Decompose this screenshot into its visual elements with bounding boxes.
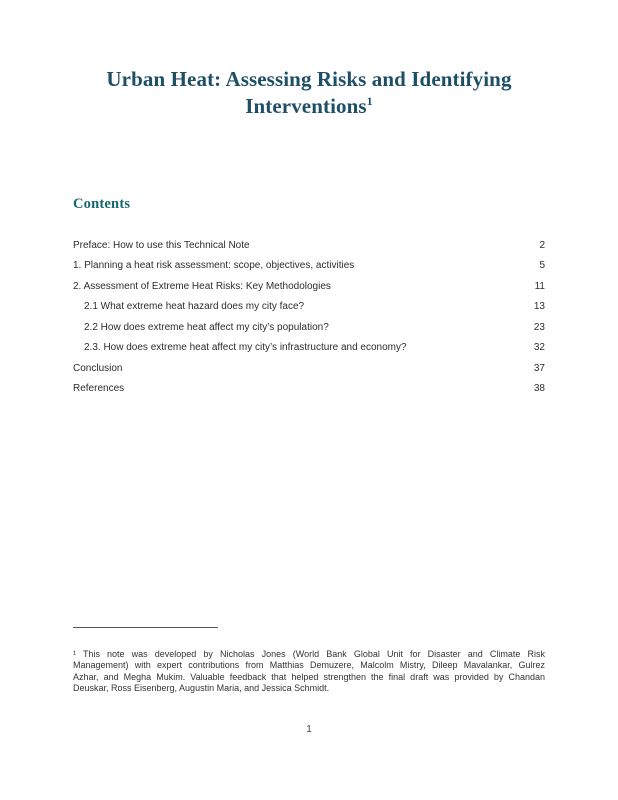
footnote-line: Deuskar, Ross Eisenberg, Augustin Maria, and Jessica Schmidt. bbox=[73, 682, 330, 693]
table-of-contents bbox=[73, 235, 545, 399]
toc-item-label: 2.1 What extreme heat hazard does my city face? bbox=[84, 301, 305, 313]
footnote-separator-rule bbox=[73, 627, 218, 628]
toc-item-page: 5 bbox=[539, 260, 545, 272]
toc-item-page: 2 bbox=[539, 239, 545, 251]
document-title-line1: Urban Heat: Assessing Risks and Identifying bbox=[106, 67, 512, 91]
footnote-line: Management) with expert contributions from Matthias Demuzere, Malcolm Mistry, Dileep Mavalankar, Gulrez bbox=[73, 660, 545, 671]
toc-item-label: 1. Planning a heat risk assessment: scope, objectives, activities bbox=[73, 260, 355, 272]
toc-item-assessment[interactable] bbox=[73, 276, 545, 297]
document-title-line2-text: Interventions bbox=[245, 94, 367, 118]
toc-item-label: 2. Assessment of Extreme Heat Risks: Key Methodologies bbox=[73, 280, 331, 292]
toc-item-page: 11 bbox=[534, 280, 545, 292]
toc-item-references[interactable] bbox=[73, 379, 545, 400]
footnote bbox=[73, 649, 545, 694]
toc-item-preface[interactable] bbox=[73, 235, 545, 256]
footnote-reference-marker: 1 bbox=[366, 94, 373, 108]
document-title-line2 bbox=[40, 93, 578, 120]
toc-item-label: 2.3. How does extreme heat affect my city’s infrastructure and economy? bbox=[84, 342, 407, 354]
toc-item-page: 32 bbox=[533, 342, 545, 354]
toc-item-label: Preface: How to use this Technical Note bbox=[73, 239, 250, 251]
toc-item-hazard[interactable] bbox=[73, 297, 545, 318]
toc-item-conclusion[interactable] bbox=[73, 358, 545, 379]
toc-item-infrastructure[interactable] bbox=[73, 338, 545, 359]
toc-item-page: 23 bbox=[533, 321, 545, 333]
toc-item-label: Conclusion bbox=[73, 362, 123, 374]
document-title bbox=[40, 66, 578, 120]
toc-item-page: 37 bbox=[533, 362, 545, 374]
toc-item-page: 38 bbox=[533, 383, 545, 395]
toc-item-planning[interactable] bbox=[73, 256, 545, 277]
page-number: 1 bbox=[306, 724, 312, 735]
contents-heading: Contents bbox=[73, 196, 131, 212]
footnote-line: Azhar, and Megha Mukim. Valuable feedback that helped strengthen the final draft was provided by Chandan bbox=[73, 671, 545, 682]
footnote-line: ¹ This note was developed by Nicholas Jones (World Bank Global Unit for Disaster and Climate Risk bbox=[73, 649, 545, 659]
toc-item-population[interactable] bbox=[73, 317, 545, 338]
toc-item-label: References bbox=[73, 383, 125, 395]
toc-item-page: 13 bbox=[533, 301, 545, 313]
toc-item-label: 2.2 How does extreme heat affect my city’s population? bbox=[84, 321, 329, 333]
